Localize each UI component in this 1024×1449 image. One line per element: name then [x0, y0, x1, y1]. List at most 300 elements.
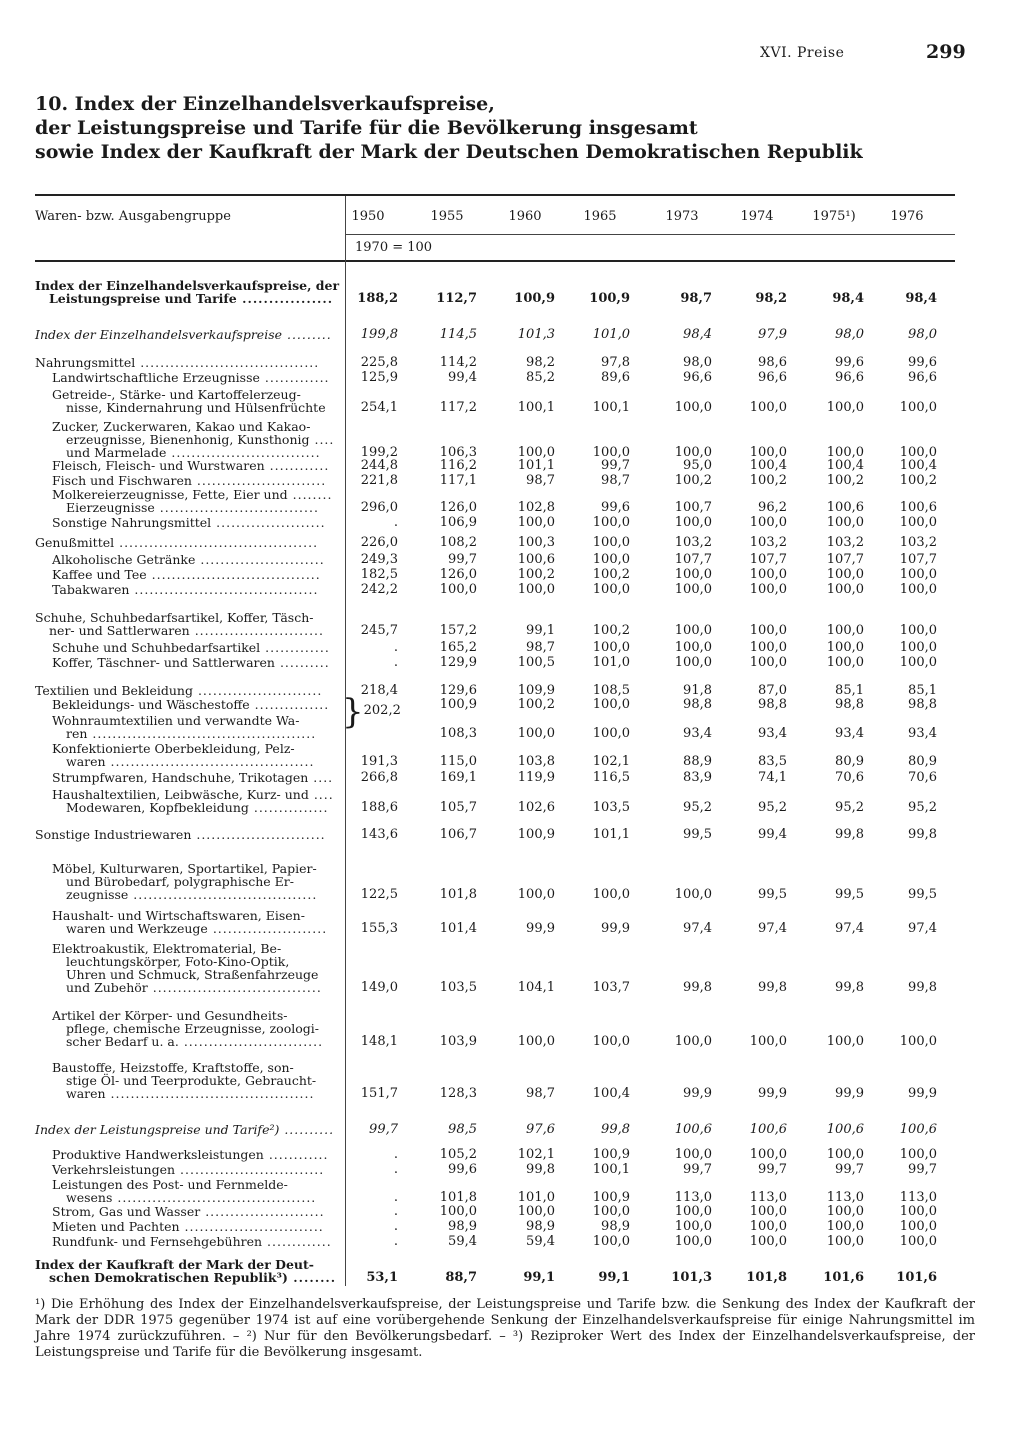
base-label: 1970 = 100: [355, 240, 433, 255]
row-label: Konfektionierte Oberbekleidung, Pelz-: [52, 741, 295, 756]
table-cell: 100,0: [899, 400, 937, 415]
table-cell: 99,5: [683, 827, 712, 842]
leader-dots: .........................................: [105, 1086, 315, 1101]
table-cell: .: [393, 640, 398, 655]
table-cell: 99,9: [908, 1086, 937, 1101]
table-cell: 99,7: [908, 1162, 937, 1177]
row-label: Schuhe, Schuhbedarfsartikel, Koffer, Täsch-: [35, 610, 314, 625]
leader-dots: ............................: [178, 1034, 324, 1049]
row-label: Index der Kaufkraft der Mark der Deut-: [35, 1257, 314, 1272]
table-cell: .: [393, 1219, 398, 1234]
table-cell: 101,6: [823, 1270, 864, 1285]
table-cell: 98,8: [683, 697, 712, 712]
table-cell: 97,8: [601, 355, 630, 370]
table-cell: 100,0: [899, 655, 937, 670]
table-cell: 83,5: [758, 754, 787, 769]
row-label: nisse, Kindernahrung und Hülsenfrüchte: [66, 400, 326, 415]
table-cell: 100,0: [899, 582, 937, 597]
brace-value: 202,2: [363, 703, 401, 718]
table-cell: 98,7: [680, 291, 712, 306]
table-cell: 53,1: [366, 1270, 398, 1285]
table-cell: 100,3: [517, 535, 555, 550]
table-cell: 97,9: [758, 327, 787, 342]
table-cell: 109,9: [517, 683, 555, 698]
table-cell: 112,7: [436, 291, 477, 306]
table-cell: 100,0: [899, 1147, 937, 1162]
table-cell: .: [393, 1234, 398, 1249]
row-label: Fisch und Fischwaren ..........................: [52, 473, 327, 488]
leader-dots: ....: [309, 432, 335, 447]
leader-dots: ..........: [274, 655, 330, 670]
table-cell: 115,0: [439, 754, 477, 769]
table-cell: 101,8: [439, 1190, 477, 1205]
row-label: Index der Einzelhandelsverkaufspreise, der: [35, 278, 340, 293]
table-cell: 99,9: [683, 1086, 712, 1101]
row-label: Alkoholische Getränke .........................: [52, 552, 325, 567]
table-cell: 101,8: [746, 1270, 787, 1285]
table-cell: 59,4: [526, 1234, 555, 1249]
table-cell: .: [393, 1162, 398, 1177]
table-cell: 143,6: [360, 827, 398, 842]
table-cell: 117,1: [439, 473, 477, 488]
section-title: XVI. Preise: [760, 45, 845, 61]
row-label: Uhren und Schmuck, Straßenfahrzeuge: [66, 967, 319, 982]
leader-dots: ........................................: [114, 535, 319, 550]
table-cell: 103,8: [517, 754, 555, 769]
table-cell: 221,8: [360, 473, 398, 488]
table-cell: 100,0: [826, 1204, 864, 1219]
table-cell: 99,7: [369, 1122, 398, 1137]
table-cell: .: [393, 515, 398, 530]
table-cell: 101,3: [517, 327, 555, 342]
table-cell: 99,7: [835, 1162, 864, 1177]
table-cell: 99,7: [683, 1162, 712, 1177]
table-cell: 98,9: [448, 1219, 477, 1234]
row-label: Modewaren, Kopfbekleidung ...............: [66, 800, 329, 815]
leader-dots: ....: [308, 770, 334, 785]
table-cell: 100,2: [674, 473, 712, 488]
table-cell: 155,3: [360, 921, 398, 936]
table-cell: 100,0: [674, 655, 712, 670]
table-title: [35, 92, 975, 164]
table-cell: 98,9: [526, 1219, 555, 1234]
table-cell: 103,2: [674, 535, 712, 550]
footnotes: ¹) Die Erhöhung des Index der Einzelhandelsverkaufspreise, der Leistungspreise und Tarife bzw. die Senkung des Index der Kaufkraft der Mark der DDR 1975 gegenüber 1974 ist auf eine vorübergehende Senkung der Einzelhandelsverkaufspreise für einige Nahrungsmittel im Jahre 1974 zurückzuführen. – ²) Nur für den Bevölkerungsbedarf. – ³) Reziproker Wert des Index der Einzelhandelsverkaufspreise, der Leistungspreise und Tarife für die Bevölkerung insgesamt.: [35, 1297, 975, 1360]
table-cell: 100,0: [826, 1219, 864, 1234]
table-cell: 100,9: [589, 291, 630, 306]
table-cell: 100,0: [592, 552, 630, 567]
table-cell: 98,4: [905, 291, 937, 306]
table-cell: 88,9: [683, 754, 712, 769]
table-cell: 108,2: [439, 535, 477, 550]
table-cell: 100,0: [826, 1147, 864, 1162]
row-label: Schuhe und Schuhbedarfsartikel .............: [52, 640, 330, 655]
table-cell: 106,9: [439, 515, 477, 530]
table-cell: 199,8: [360, 327, 398, 342]
table-cell: 100,0: [826, 515, 864, 530]
row-label: Getreide-, Stärke- und Kartoffelerzeug-: [52, 387, 301, 402]
table-cell: 100,0: [749, 1219, 787, 1234]
table-cell: 93,4: [835, 726, 864, 741]
table-cell: 101,1: [517, 458, 555, 473]
table-cell: 100,0: [826, 1034, 864, 1049]
table-cell: 101,0: [517, 1190, 555, 1205]
table-cell: 107,7: [899, 552, 937, 567]
row-label: zeugnisse .....................................: [66, 887, 318, 902]
table-cell: 95,2: [683, 800, 712, 815]
table-cell: 126,0: [439, 567, 477, 582]
row-label: Strumpfwaren, Handschuhe, Trikotagen ....: [52, 770, 334, 785]
table-cell: 97,4: [683, 921, 712, 936]
table-cell: 116,5: [592, 770, 630, 785]
column-header-year: 1975¹): [812, 209, 856, 224]
table-cell: 100,0: [826, 1234, 864, 1249]
table-cell: 108,3: [439, 726, 477, 741]
table-cell: 98,7: [526, 1086, 555, 1101]
leader-dots: .............................................: [87, 726, 317, 741]
table-cell: 98,8: [758, 697, 787, 712]
leader-dots: .........: [282, 327, 332, 342]
table-cell: 100,0: [674, 582, 712, 597]
table-cell: 100,0: [674, 623, 712, 638]
table-cell: 100,4: [749, 458, 787, 473]
table-cell: 100,6: [899, 500, 937, 515]
table-cell: 100,0: [592, 1034, 630, 1049]
row-label: scher Bedarf u. a. ............................: [66, 1034, 324, 1049]
leader-dots: .............................: [175, 1162, 325, 1177]
leader-dots: ..........................: [189, 623, 325, 638]
table-cell: 100,0: [674, 640, 712, 655]
table-cell: 100,0: [749, 515, 787, 530]
row-label: stige Öl- und Teerprodukte, Gebraucht-: [66, 1073, 317, 1088]
row-label: Baustoffe, Heizstoffe, Kraftstoffe, son-: [52, 1060, 294, 1075]
table-cell: 93,4: [908, 726, 937, 741]
table-cell: 99,9: [601, 921, 630, 936]
row-label: Leistungspreise und Tarife .................: [49, 291, 334, 306]
leader-dots: ..........................: [191, 827, 326, 842]
table-cell: 100,0: [749, 567, 787, 582]
table-cell: 59,4: [448, 1234, 477, 1249]
leader-dots: ................................: [154, 500, 319, 515]
table-cell: 74,1: [758, 770, 787, 785]
table-cell: 100,0: [592, 1234, 630, 1249]
table-cell: 100,0: [592, 640, 630, 655]
table-cell: 100,9: [514, 291, 555, 306]
leader-dots: ..............................: [166, 445, 321, 460]
row-label: Haushalt- und Wirtschaftswaren, Eisen-: [52, 908, 305, 923]
table-cell: 103,5: [592, 800, 630, 815]
row-label: Mieten und Pachten ............................: [52, 1219, 324, 1234]
row-label: Genußmittel ........................................: [35, 535, 319, 550]
table-cell: 100,0: [826, 655, 864, 670]
table-cell: 226,0: [360, 535, 398, 550]
table-cell: 100,0: [517, 887, 555, 902]
table-cell: 254,1: [360, 400, 398, 415]
table-cell: 100,0: [592, 1204, 630, 1219]
table-cell: 100,0: [674, 400, 712, 415]
table-cell: 100,0: [826, 623, 864, 638]
table-cell: .: [393, 1190, 398, 1205]
table-cell: 96,6: [683, 370, 712, 385]
table-cell: 100,0: [674, 1219, 712, 1234]
table-cell: 117,2: [439, 400, 477, 415]
table-cell: 100,0: [439, 1204, 477, 1219]
table-cell: 100,2: [592, 567, 630, 582]
table-cell: 100,9: [517, 827, 555, 842]
table-cell: 100,9: [592, 1147, 630, 1162]
table-cell: 100,0: [749, 1204, 787, 1219]
row-label: und Zubehör ..................................: [66, 980, 322, 995]
table-cell: 129,6: [439, 683, 477, 698]
table-cell: 100,0: [899, 1219, 937, 1234]
table-cell: 100,0: [674, 567, 712, 582]
table-cell: 100,9: [592, 1190, 630, 1205]
leader-dots: .....................................: [129, 582, 319, 597]
table-cell: 106,3: [439, 445, 477, 460]
table-cell: 107,7: [826, 552, 864, 567]
table-cell: 100,0: [899, 445, 937, 460]
table-cell: 100,0: [899, 1034, 937, 1049]
table-cell: 100,6: [749, 1122, 787, 1137]
leader-dots: ........: [287, 1270, 337, 1285]
table-cell: 100,1: [517, 400, 555, 415]
table-cell: 100,6: [899, 1122, 937, 1137]
table-cell: 80,9: [835, 754, 864, 769]
table-cell: 100,0: [749, 1034, 787, 1049]
table-cell: 122,5: [360, 887, 398, 902]
table-cell: 88,7: [445, 1270, 477, 1285]
row-label: waren .........................................: [66, 754, 315, 769]
title-line: 10. Index der Einzelhandelsverkaufspreise,: [35, 93, 495, 115]
table-cell: 100,0: [899, 567, 937, 582]
table-cell: 99,6: [448, 1162, 477, 1177]
table-cell: 100,0: [749, 640, 787, 655]
column-header-year: 1955: [430, 209, 464, 224]
table-top-rule: [35, 194, 955, 196]
table-cell: 98,2: [755, 291, 787, 306]
leader-dots: ...............: [249, 697, 330, 712]
table-cell: 98,0: [908, 327, 937, 342]
table-cell: 70,6: [835, 770, 864, 785]
row-label: Wohnraumtextilien und verwandte Wa-: [52, 713, 300, 728]
table-cell: 98,7: [601, 473, 630, 488]
table-cell: 98,7: [526, 473, 555, 488]
row-label: Artikel der Körper- und Gesundheits-: [52, 1008, 288, 1023]
row-label: Kaffee und Tee ..................................: [52, 567, 321, 582]
leader-dots: ............: [263, 1147, 329, 1162]
table-cell: 70,6: [908, 770, 937, 785]
table-cell: 100,2: [826, 473, 864, 488]
table-cell: 99,5: [835, 887, 864, 902]
table-cell: 113,0: [899, 1190, 937, 1205]
table-cell: 99,8: [758, 980, 787, 995]
table-cell: 100,0: [517, 726, 555, 741]
table-cell: 106,7: [439, 827, 477, 842]
table-cell: 148,1: [360, 1034, 398, 1049]
table-cell: 103,7: [592, 980, 630, 995]
table-cell: 98,9: [601, 1219, 630, 1234]
leader-dots: .........................: [192, 683, 323, 698]
table-cell: 100,6: [674, 1122, 712, 1137]
table-cell: .: [393, 1147, 398, 1162]
leader-dots: ..................................: [146, 567, 321, 582]
table-cell: 100,0: [439, 582, 477, 597]
table-cell: 99,8: [835, 827, 864, 842]
table-cell: 99,1: [526, 623, 555, 638]
table-cell: 242,2: [360, 582, 398, 597]
row-label: ren .............................................: [66, 726, 317, 741]
leader-dots: .................: [236, 291, 334, 306]
leader-dots: ..................................: [147, 980, 322, 995]
table-cell: 97,4: [835, 921, 864, 936]
table-cell: 100,0: [826, 582, 864, 597]
leader-dots: .............: [262, 1234, 332, 1249]
table-cell: 100,0: [899, 623, 937, 638]
table-cell: 99,9: [526, 921, 555, 936]
leader-dots: ....: [308, 787, 334, 802]
table-cell: 100,5: [517, 655, 555, 670]
table-cell: 83,9: [683, 770, 712, 785]
row-label: und Marmelade ..............................: [66, 445, 321, 460]
leader-dots: ......................: [211, 515, 326, 530]
table-cell: 100,2: [899, 473, 937, 488]
table-cell: 100,0: [749, 400, 787, 415]
leader-dots: .....................................: [128, 887, 318, 902]
table-cell: 100,0: [592, 582, 630, 597]
table-cell: 99,7: [448, 552, 477, 567]
leader-dots: .............: [259, 370, 330, 385]
leader-dots: ............: [264, 458, 330, 473]
table-head-rule: [35, 260, 955, 262]
row-label: Möbel, Kulturwaren, Sportartikel, Papier-: [52, 861, 317, 876]
row-label: Eierzeugnisse ................................: [66, 500, 319, 515]
row-label: leuchtungskörper, Foto-Kino-Optik,: [66, 954, 290, 969]
row-label: wesens ........................................: [66, 1190, 317, 1205]
table-cell: 97,4: [908, 921, 937, 936]
row-label: Molkereierzeugnisse, Fette, Eier und ........: [52, 487, 333, 502]
row-label: Zucker, Zuckerwaren, Kakao und Kakao-: [52, 419, 311, 434]
table-cell: 100,0: [517, 1034, 555, 1049]
table-cell: 100,0: [517, 515, 555, 530]
table-cell: 103,9: [439, 1034, 477, 1049]
table-cell: 100,0: [749, 1234, 787, 1249]
row-label: waren und Werkzeuge .......................: [66, 921, 328, 936]
table-cell: 100,0: [899, 515, 937, 530]
table-cell: 97,4: [758, 921, 787, 936]
row-label: Fleisch, Fleisch- und Wurstwaren ............: [52, 458, 330, 473]
table-cell: 99,1: [523, 1270, 555, 1285]
table-cell: 113,0: [674, 1190, 712, 1205]
table-cell: 113,0: [749, 1190, 787, 1205]
table-cell: 100,0: [826, 640, 864, 655]
table-cell: 98,8: [908, 697, 937, 712]
column-header-year: 1974: [740, 209, 774, 224]
table-cell: 95,2: [758, 800, 787, 815]
table-cell: 100,9: [439, 697, 477, 712]
table-cell: 103,2: [899, 535, 937, 550]
table-cell: 96,6: [908, 370, 937, 385]
row-label: Leistungen des Post- und Fernmelde-: [52, 1177, 288, 1192]
table-cell: 99,9: [835, 1086, 864, 1101]
table-cell: 113,0: [826, 1190, 864, 1205]
table-cell: 225,8: [360, 355, 398, 370]
table-cell: 104,1: [517, 980, 555, 995]
leader-dots: ..........................: [191, 473, 327, 488]
table-cell: 96,6: [835, 370, 864, 385]
title-line: der Leistungspreise und Tarife für die Bevölkerung insgesamt: [35, 117, 698, 139]
row-label: erzeugnisse, Bienenhonig, Kunsthonig ....: [66, 432, 335, 447]
table-cell: 105,2: [439, 1147, 477, 1162]
table-cell: 108,5: [592, 683, 630, 698]
table-cell: 100,0: [592, 515, 630, 530]
table-cell: 95,0: [683, 458, 712, 473]
table-cell: 100,0: [749, 655, 787, 670]
table-cell: 100,0: [592, 445, 630, 460]
table-cell: 266,8: [360, 770, 398, 785]
table-cell: 85,1: [835, 683, 864, 698]
table-cell: 100,0: [674, 515, 712, 530]
table-cell: 107,7: [749, 552, 787, 567]
table-cell: 100,2: [749, 473, 787, 488]
leader-dots: .........................................: [105, 754, 315, 769]
table-cell: 96,6: [758, 370, 787, 385]
table-cell: 98,0: [683, 355, 712, 370]
table-cell: 151,7: [360, 1086, 398, 1101]
table-cell: 85,2: [526, 370, 555, 385]
table-cell: 100,0: [749, 1147, 787, 1162]
table-cell: 100,1: [592, 400, 630, 415]
table-cell: 100,4: [899, 458, 937, 473]
row-label: ner- und Sattlerwaren ..........................: [49, 623, 325, 638]
table-cell: 100,0: [826, 400, 864, 415]
table-cell: 99,5: [758, 887, 787, 902]
row-label: Textilien und Bekleidung .........................: [35, 683, 323, 698]
row-label: Landwirtschaftliche Erzeugnisse .............: [52, 370, 330, 385]
table-cell: 97,6: [526, 1122, 555, 1137]
column-header-year: 1950: [351, 209, 385, 224]
table-cell: 103,2: [749, 535, 787, 550]
table-cell: 119,9: [517, 770, 555, 785]
table-cell: 188,6: [360, 800, 398, 815]
table-cell: 98,4: [683, 327, 712, 342]
table-cell: 98,8: [835, 697, 864, 712]
table-cell: 100,4: [826, 458, 864, 473]
column-header-year: 1973: [665, 209, 699, 224]
table-cell: 100,2: [517, 567, 555, 582]
table-cell: 101,0: [592, 655, 630, 670]
base-rule: [346, 234, 955, 235]
table-cell: 99,8: [601, 1122, 630, 1137]
table-cell: 96,2: [758, 500, 787, 515]
table-cell: 99,8: [908, 827, 937, 842]
table-cell: 100,0: [899, 1234, 937, 1249]
table-cell: 182,5: [360, 567, 398, 582]
table-cell: 80,9: [908, 754, 937, 769]
table-cell: 99,1: [598, 1270, 630, 1285]
table-cell: 100,6: [517, 552, 555, 567]
table-cell: 126,0: [439, 500, 477, 515]
leader-dots: .............: [260, 640, 330, 655]
table-cell: 91,8: [683, 683, 712, 698]
brace-group: }$^{202,2}$: [342, 692, 401, 732]
table-cell: 102,1: [592, 754, 630, 769]
table-cell: 99,5: [908, 887, 937, 902]
table-cell: 100,0: [674, 1034, 712, 1049]
table-cell: .: [393, 655, 398, 670]
table-cell: 85,1: [908, 683, 937, 698]
row-label: Verkehrsleistungen .............................: [52, 1162, 325, 1177]
table-cell: 157,2: [439, 623, 477, 638]
